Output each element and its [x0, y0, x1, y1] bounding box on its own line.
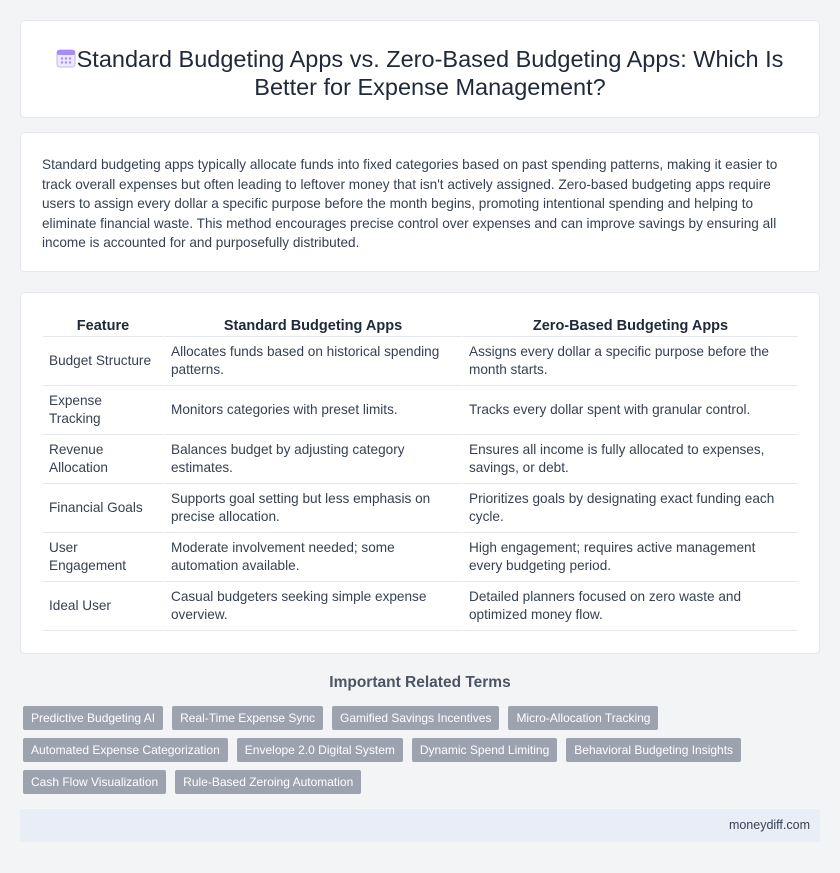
related-term-tag[interactable]: Dynamic Spend Limiting [412, 738, 557, 762]
header-standard: Standard Budgeting Apps [163, 315, 461, 337]
zero-based-cell: Tracks every dollar spent with granular control. [461, 386, 798, 435]
feature-cell: User Engagement [43, 533, 163, 582]
table-row [43, 337, 798, 386]
feature-cell: Ideal User [43, 582, 163, 631]
zero-based-cell: Prioritizes goals by designating exact funding each cycle. [461, 484, 798, 533]
zero-based-cell: High engagement; requires active management every budgeting period. [461, 533, 798, 582]
tag-row [23, 738, 823, 762]
standard-cell: Casual budgeters seeking simple expense overview. [163, 582, 461, 631]
standard-cell: Moderate involvement needed; some automation available. [163, 533, 461, 582]
table-row [43, 386, 798, 435]
table-row [43, 533, 798, 582]
related-term-tag[interactable]: Predictive Budgeting AI [23, 706, 163, 730]
table-row [43, 484, 798, 533]
tag-row [23, 706, 823, 730]
page-title: Standard Budgeting Apps vs. Zero-Based Budgeting Apps: Which Is Better for Expense Management? [76, 46, 784, 100]
related-term-tag[interactable]: Micro-Allocation Tracking [508, 706, 658, 730]
standard-cell: Balances budget by adjusting category estimates. [163, 435, 461, 484]
zero-based-cell: Ensures all income is fully allocated to expenses, savings, or debt. [461, 435, 798, 484]
standard-cell: Supports goal setting but less emphasis on precise allocation. [163, 484, 461, 533]
zero-based-cell: Detailed planners focused on zero waste and optimized money flow. [461, 582, 798, 631]
zero-based-cell: Assigns every dollar a specific purpose before the month starts. [461, 337, 798, 386]
feature-cell: Revenue Allocation [43, 435, 163, 484]
related-term-tag[interactable]: Gamified Savings Incentives [332, 706, 499, 730]
feature-cell: Budget Structure [43, 337, 163, 386]
comparison-table [43, 315, 798, 631]
table-header-row [43, 315, 798, 337]
related-terms-title: Important Related Terms [329, 674, 511, 691]
standard-cell: Allocates funds based on historical spending patterns. [163, 337, 461, 386]
table-row [43, 582, 798, 631]
related-term-tag[interactable]: Envelope 2.0 Digital System [237, 738, 403, 762]
header-zero-based: Zero-Based Budgeting Apps [461, 315, 798, 337]
related-terms-tags [23, 706, 823, 802]
standard-cell: Monitors categories with preset limits. [163, 386, 461, 435]
tag-row [23, 770, 823, 794]
comparison-card [20, 292, 820, 654]
intro-paragraph: Standard budgeting apps typically allocate funds into fixed categories based on past spending patterns, making it easier to track overall expenses but often leading to leftover money that isn't actively assigned. Zero-based budgeting apps require users to assign every dollar a specific purpose before the month begins, promoting intentional spending and helping to eliminate financial waste. This method encourages precise control over expenses and can improve savings by ensuring all income is accounted for and purposefully distributed. [42, 157, 778, 250]
feature-cell: Expense Tracking [43, 386, 163, 435]
footer-bar [20, 809, 820, 842]
related-term-tag[interactable]: Behavioral Budgeting Insights [566, 738, 741, 762]
header-card [20, 20, 820, 118]
related-term-tag[interactable]: Real-Time Expense Sync [172, 706, 323, 730]
footer-site-link[interactable]: moneydiff.com [728, 818, 810, 832]
header-feature: Feature [43, 315, 163, 337]
feature-cell: Financial Goals [43, 484, 163, 533]
related-term-tag[interactable]: Automated Expense Categorization [23, 738, 228, 762]
related-term-tag[interactable]: Rule-Based Zeroing Automation [175, 770, 361, 794]
table-row [43, 435, 798, 484]
intro-card [20, 132, 820, 272]
related-term-tag[interactable]: Cash Flow Visualization [23, 770, 166, 794]
